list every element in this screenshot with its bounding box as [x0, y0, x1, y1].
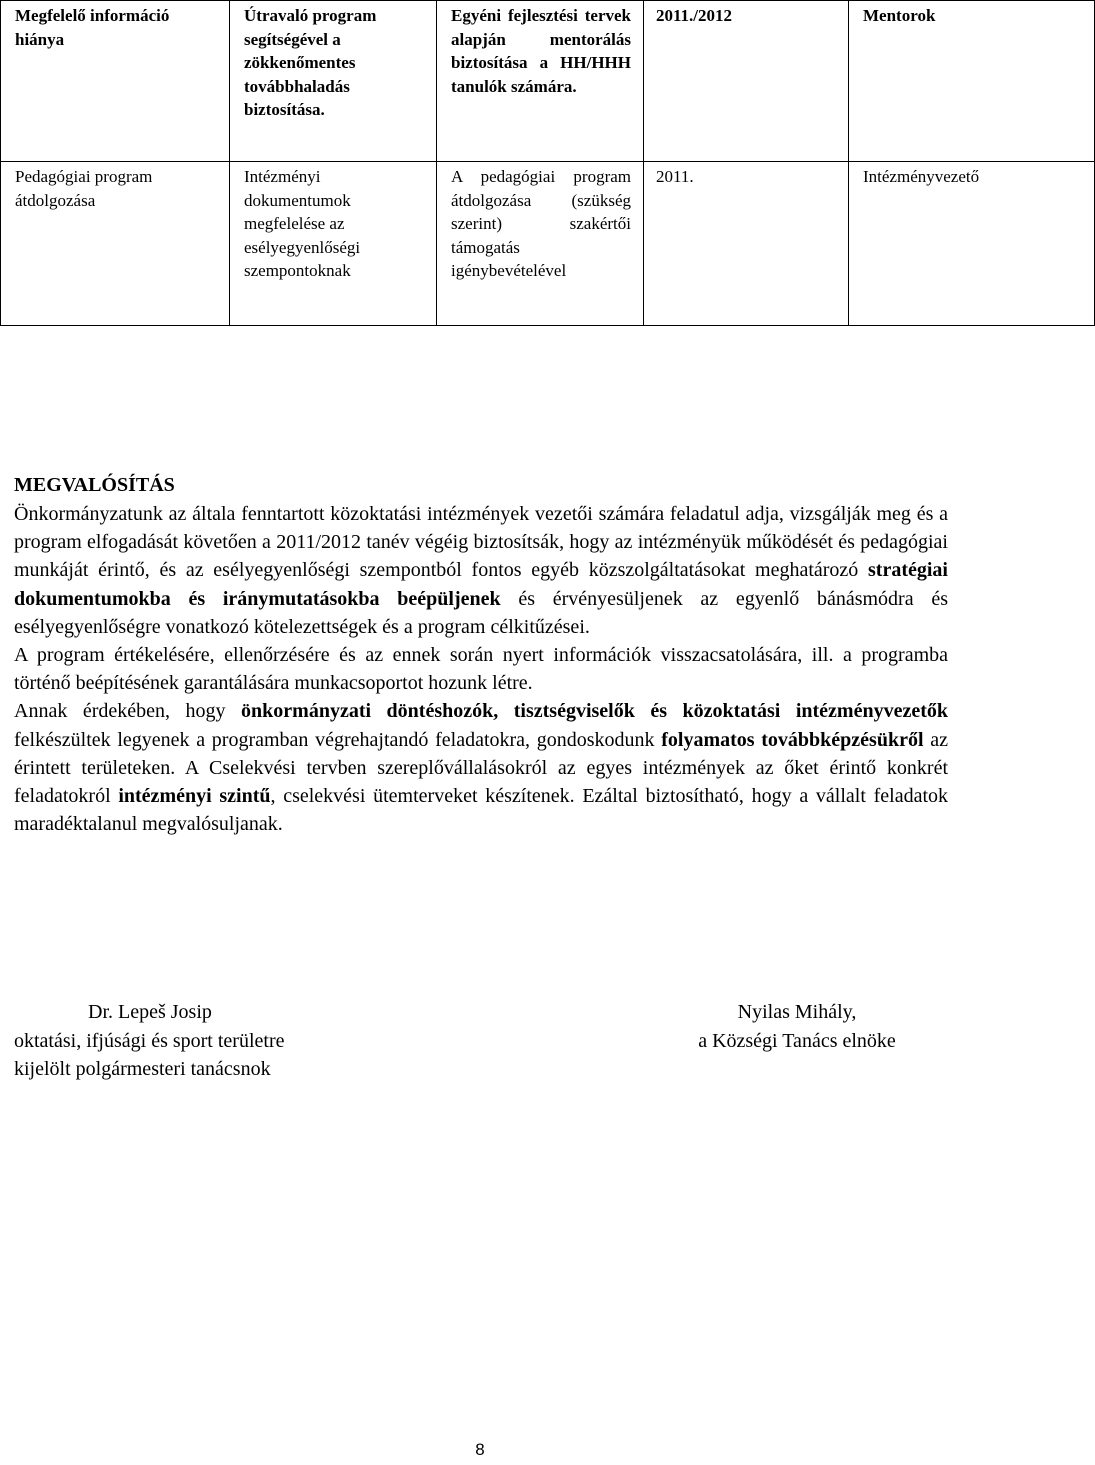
text-run: Önkormányzatunk az általa fenntartott közoktatási intézmények vezetői számára feladatul adja, vizsgálják meg és a program elfogadását követően a 2011/2012 tanév végéig biztosítsák, hogy az intézményük működését és pedagógiai munkáját érintő, és az esélyegyenlőségi szempontból fontos egyéb közszolgáltatásokat meghatározó — [14, 503, 948, 582]
signatory-title-line: kijelölt polgármesteri tanácsnok — [14, 1058, 271, 1080]
responsible-cell: Mentorok — [849, 1, 1095, 162]
activity-cell: Egyéni fejlesztési tervek alapján mentorálás biztosítása a HH/HHH tanulók számára. — [437, 1, 644, 162]
bold-text-run: önkormányzati döntéshozók, tisztségviselők és közoktatási intézményvezetők — [241, 700, 948, 723]
paragraph-2: A program értékelésére, ellenőrzésére és az ennek során nyert információk visszacsatolására, ill. a programba történő beépítésének garantálására munkacsoportot hozunk létre. — [14, 644, 948, 695]
table-row — [1, 1, 1095, 162]
implementation-section — [14, 470, 948, 838]
signatory-name: Nyilas Mihály, — [737, 1001, 857, 1023]
activity-cell: A pedagógiai program átdolgozása (szükség szerint) szakértői támogatás igénybevételével — [437, 162, 644, 326]
bold-text-run: folyamatos továbbképzésükről — [661, 728, 924, 751]
section-heading: MEGVALÓSÍTÁS — [14, 474, 175, 496]
bold-text-run: intézményi szintű — [118, 785, 271, 808]
text-run: Annak érdekében, hogy — [14, 700, 242, 723]
bold-text-run: stratégiai dokumentumokba és iránymutatásokba beépüljenek — [14, 559, 948, 610]
text-run: , cselekvési ütemterveket készítenek. Ezáltal biztosítható, hogy a vállalt feladatok maradéktalanul megvalósuljanak. — [14, 785, 949, 836]
text-run: felkészültek legyenek a programban végrehajtandó feladatokra, gondoskodunk — [14, 728, 662, 751]
goal-cell: Intézményi dokumentumok megfelelése az esélyegyenlőségi szempontoknak — [230, 162, 437, 326]
paragraph-1 — [14, 500, 948, 641]
goal-cell: Útravaló program segítségével a zökkenőmentes továbbhaladás biztosítása. — [230, 1, 437, 162]
signatory-name: Dr. Lepeš Josip — [88, 1001, 212, 1023]
action-plan-table — [0, 0, 1095, 326]
signature-left — [14, 998, 284, 1084]
signature-right — [672, 998, 922, 1055]
signatory-title-line: oktatási, ifjúsági és sport területre — [14, 1029, 285, 1052]
paragraph-3 — [14, 697, 948, 838]
problem-cell: Pedagógiai program átdolgozása — [1, 162, 230, 326]
text-run: az érintett területeken. A Cselekvési tervben szereplővállalásokról az egyes intézmények az őket érintő konkrét feladatokról — [14, 728, 948, 808]
deadline-cell: 2011./2012 — [644, 1, 849, 162]
problem-cell: Megfelelő információ hiánya — [1, 1, 230, 162]
table-row — [1, 162, 1095, 326]
page-number: 8 — [475, 1440, 485, 1459]
signatory-title-line: a Községi Tanács elnöke — [698, 1029, 896, 1052]
text-run: és érvényesüljenek az egyenlő bánásmódra és esélyegyenlőségre vonatkozó kötelezettségek és a program célkitűzései. — [14, 587, 948, 638]
deadline-cell: 2011. — [644, 162, 849, 326]
responsible-cell: Intézményvezető — [849, 162, 1095, 326]
